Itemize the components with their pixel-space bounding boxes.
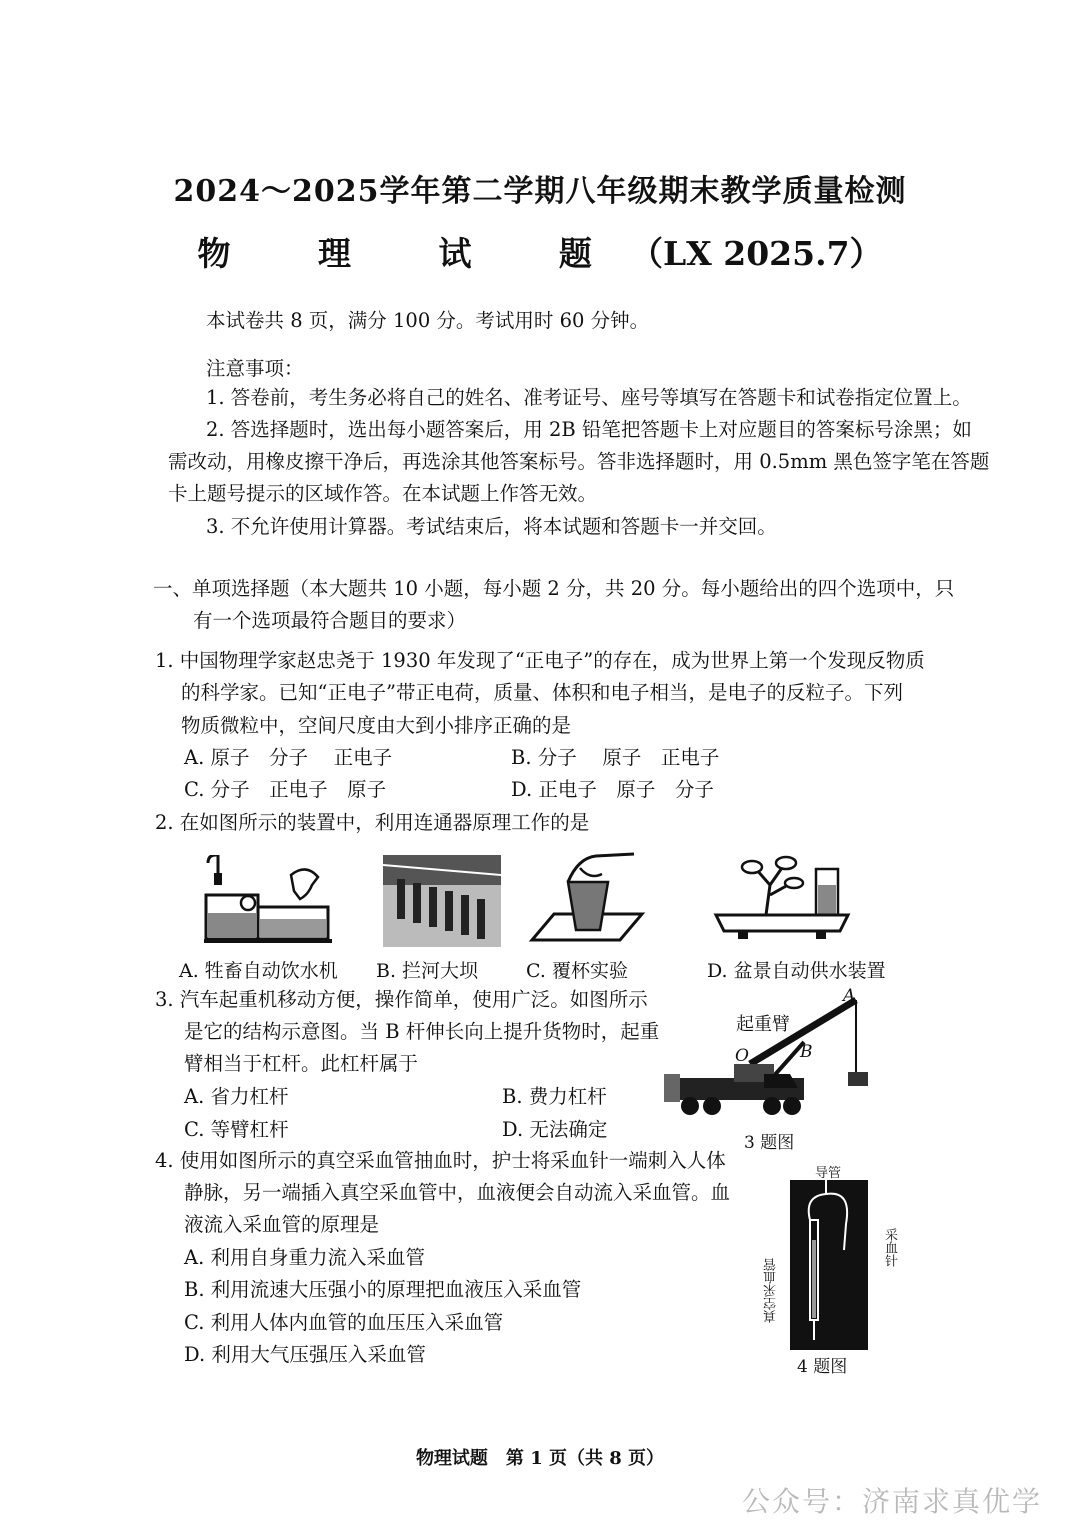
q1-stem-line-3: 物质微粒中，空间尺度由大到小排序正确的是 (181, 714, 572, 737)
exam-title: 2024～2025学年第二学期八年级期末教学质量检测 (173, 174, 907, 209)
q1-stem-line-1: 1. 中国物理学家赵忠尧于 1930 年发现了“正电子”的存在，成为世界上第一个发现反物质 (155, 649, 925, 672)
q3-figure-label-b: B (800, 1042, 813, 1062)
q4-option-a: A. 利用自身重力流入采血管 (184, 1246, 425, 1269)
q3-option-b: B. 费力杠杆 (502, 1085, 607, 1108)
q4-stem-line-2: 静脉，另一端插入真空采血管中，血液便会自动流入采血管。血 (184, 1181, 731, 1204)
exam-code: （LX 2025.7） (629, 234, 883, 273)
subject-title (0, 228, 1080, 275)
q4-figure-label-vacuum-tube: 真空采血管 (764, 1258, 779, 1323)
page-footer: 物理试题 第 1 页（共 8 页） (415, 1448, 665, 1469)
q3-stem-line-3: 臂相当于杠杆。此杠杆属于 (184, 1052, 419, 1075)
q2-figure-a-drinking-trough (196, 855, 336, 947)
watermark: 公众号：济南求真优学 (741, 1485, 1042, 1518)
q4-stem-line-1: 4. 使用如图所示的真空采血管抽血时，护士将采血针一端刺入人体 (155, 1149, 726, 1172)
notice-item-2-line-3: 卡上题号提示的区域作答。在本试题上作答无效。 (168, 482, 598, 505)
q4-figure-label-tube: 导管 (815, 1166, 842, 1181)
notice-item-3: 3. 不允许使用计算器。考试结束后，将本试题和答题卡一并交回。 (206, 515, 777, 538)
notice-item-2-line-2: 需改动，用橡皮擦干净后，再选涂其他答案标号。答非选择题时，用 0.5mm 黑色签字笔在答题 (168, 450, 990, 473)
q3-stem-line-2: 是它的结构示意图。当 B 杆伸长向上提升货物时，起重 (184, 1020, 660, 1043)
q3-option-a: A. 省力杠杆 (184, 1085, 289, 1108)
section-1-heading-line-1: 一、单项选择题（本大题共 10 小题，每小题 2 分，共 20 分。每小题给出的四个选项中，只 (153, 577, 955, 600)
q3-option-d: D. 无法确定 (502, 1118, 608, 1141)
section-1-heading-line-2: 有一个选项最符合题目的要求） (193, 609, 467, 632)
subject-name: 物 理 试 题 (197, 234, 630, 273)
q1-option-b: B. 分子 原子 正电子 (511, 746, 720, 769)
exam-intro: 本试卷共 8 页，满分 100 分。考试用时 60 分钟。 (206, 309, 650, 332)
notice-heading: 注意事项： (206, 357, 304, 380)
q3-figure-label-arm: 起重臂 (736, 1014, 790, 1035)
q1-stem-line-2: 的科学家。已知“正电子”带正电荷，质量、体积和电子相当，是电子的反粒子。下列 (181, 681, 903, 704)
q1-option-a: A. 原子 分子 正电子 (184, 746, 393, 769)
q3-option-c: C. 等臂杠杆 (184, 1118, 289, 1141)
q2-option-a: A. 牲畜自动饮水机 (179, 960, 338, 982)
q4-figure-caption: 4 题图 (797, 1357, 848, 1377)
q2-option-d: D. 盆景自动供水装置 (707, 960, 886, 982)
q2-option-b: B. 拦河大坝 (376, 960, 479, 982)
q2-stem: 2. 在如图所示的装置中，利用连通器原理工作的是 (155, 811, 590, 834)
q4-option-b: B. 利用流速大压强小的原理把血液压入采血管 (184, 1278, 582, 1301)
q3-stem-line-1: 3. 汽车起重机移动方便，操作简单，使用广泛。如图所示 (155, 988, 648, 1011)
q1-option-c: C. 分子 正电子 原子 (184, 778, 387, 801)
q2-figure-b-dam (383, 855, 501, 947)
q4-option-c: C. 利用人体内血管的血压压入采血管 (184, 1311, 504, 1334)
q2-figure-c-cup-experiment (524, 852, 646, 944)
q4-option-d: D. 利用大气压强压入采血管 (184, 1343, 426, 1366)
q4-figure-label-needle: 采血针 (882, 1228, 897, 1267)
notice-item-1: 1. 答卷前，考生务必将自己的姓名、准考证号、座号等填写在答题卡和试卷指定位置上。 (206, 386, 972, 409)
q2-figure-d-bonsai-water (712, 855, 852, 943)
q3-figure-label-o: O (735, 1046, 749, 1066)
q1-option-d: D. 正电子 原子 分子 (511, 778, 714, 801)
q4-figure-blood-tube (790, 1180, 868, 1350)
q3-figure-crane (664, 984, 894, 1124)
notice-item-2-line-1: 2. 答选择题时，选出每小题答案后，用 2B 铅笔把答题卡上对应题目的答案标号涂黑；如 (206, 418, 972, 441)
q3-figure-caption: 3 题图 (744, 1133, 795, 1153)
q3-figure-label-a: A (843, 986, 856, 1006)
q4-stem-line-3: 液流入采血管的原理是 (184, 1213, 380, 1236)
q2-option-c: C. 覆杯实验 (526, 960, 628, 982)
